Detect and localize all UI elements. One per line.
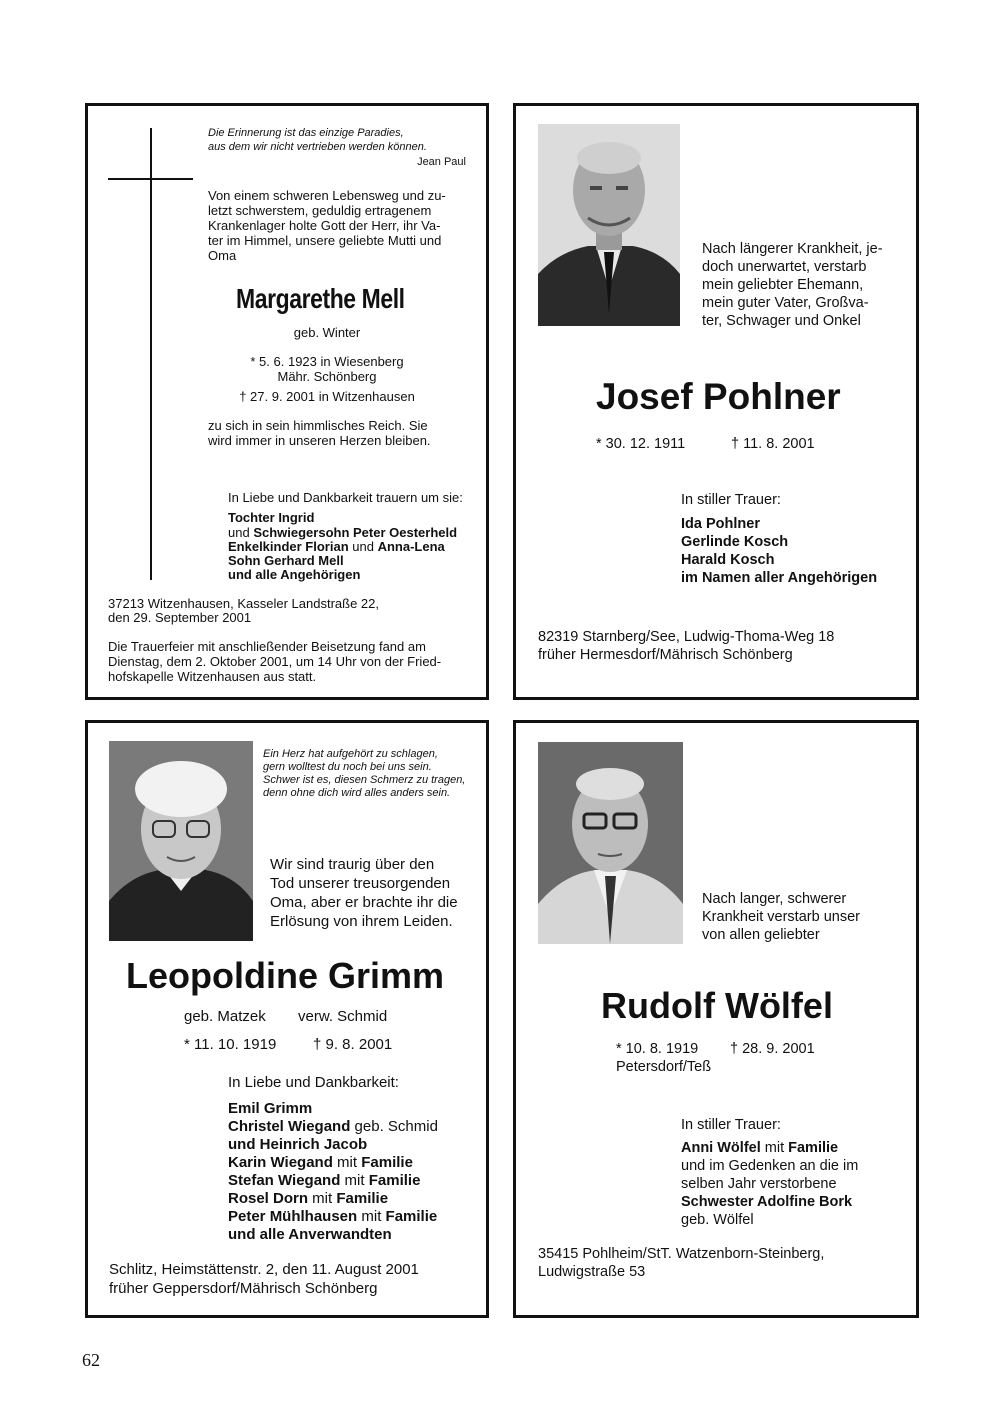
birth-place: Petersdorf/Teß (616, 1059, 712, 1075)
birth-name: geb. Matzek (184, 1008, 266, 1025)
page-number: 62 (82, 1350, 100, 1370)
former-address: früher Hermesdorf/Mährisch Schönberg (538, 647, 793, 663)
intro-line: ter, Schwager und Onkel (702, 313, 861, 329)
quote-line: gern wolltest du noch bei uns sein. (263, 761, 432, 773)
mourner: Anni Wölfel mit Familie (681, 1140, 839, 1156)
death-date: † 28. 9. 2001 (730, 1041, 815, 1057)
portrait-photo (109, 741, 253, 941)
intro-line: Tod unserer treusorgenden (270, 875, 451, 892)
intro-line: Von einem schweren Lebensweg und zu- (208, 188, 446, 203)
mourner: Emil Grimm (228, 1100, 313, 1117)
mourner: und alle Angehörigen (228, 567, 361, 582)
birth-date: * 5. 6. 1923 in Wiesenberg (250, 354, 404, 369)
mourner: Enkelkinder Florian und Anna-Lena (228, 539, 445, 554)
portrait-photo (538, 742, 683, 944)
cross-bar (108, 178, 193, 180)
intro-line: Oma (208, 248, 237, 263)
mourner: Schwester Adolfine Bork (681, 1194, 853, 1210)
intro-line: Krankheit verstarb unser (702, 909, 860, 925)
birth-date: * 11. 10. 1919 (184, 1036, 277, 1053)
quote-line: Schwer ist es, diesen Schmerz zu tragen, (263, 774, 466, 786)
mourner: Karin Wiegand mit Familie (228, 1154, 413, 1171)
mourners-intro: In Liebe und Dankbarkeit: (228, 1074, 399, 1091)
quote-line: aus dem wir nicht vertrieben werden können. (208, 141, 427, 153)
birth-date: * 30. 12. 1911 (596, 436, 686, 452)
quote-author: Jean Paul (417, 156, 466, 168)
address: Schlitz, Heimstättenstr. 2, den 11. August 2001 (109, 1261, 419, 1278)
birth-date: * 10. 8. 1919 (616, 1041, 699, 1057)
mourner: Peter Mühlhausen mit Familie (228, 1208, 438, 1225)
mourner: Rosel Dorn mit Familie (228, 1190, 389, 1207)
mourner: Sohn Gerhard Mell (228, 553, 344, 568)
mourner: Harald Kosch (681, 552, 775, 568)
mourner: und Schwiegersohn Peter Oesterheld (228, 525, 458, 540)
mourner: Tochter Ingrid (228, 510, 315, 525)
mourners-intro: In stiller Trauer: (681, 1117, 781, 1133)
mourner: im Namen aller Angehörigen (681, 570, 878, 586)
mourner: Christel Wiegand geb. Schmid (228, 1118, 438, 1135)
obituary-grimm (85, 720, 489, 1318)
funeral-line: hofskapelle Witzenhausen aus statt. (108, 669, 317, 684)
quote-line: denn ohne dich wird alles anders sein. (263, 787, 451, 799)
obituary-woelfel (513, 720, 919, 1318)
intro-line: Krankenlager holte Gott der Herr, ihr Va- (208, 218, 441, 233)
mourner: Ida Pohlner (681, 516, 760, 532)
quote-line: Die Erinnerung ist das einzige Paradies, (208, 127, 404, 139)
mourner: und alle Anverwandten (228, 1226, 392, 1243)
death-date: † 9. 8. 2001 (313, 1036, 393, 1053)
closing-line: zu sich in sein himmlisches Reich. Sie (208, 418, 428, 433)
mourners-intro: In stiller Trauer: (681, 492, 781, 508)
intro-line: Nach längerer Krankheit, je- (702, 241, 883, 257)
intro-line: letzt schwerstem, geduldig ertragenem (208, 203, 432, 218)
intro-line: von allen geliebter (702, 927, 820, 943)
quote-line: Ein Herz hat aufgehört zu schlagen, (263, 748, 438, 760)
mourners-intro: In Liebe und Dankbarkeit trauern um sie: (228, 490, 463, 505)
address: 82319 Starnberg/See, Ludwig-Thoma-Weg 18 (538, 629, 835, 645)
mourner: und im Gedenken an die im (681, 1158, 859, 1174)
funeral-line: Dienstag, dem 2. Oktober 2001, um 14 Uhr von der Fried- (108, 654, 442, 669)
birth-place: Mähr. Schönberg (277, 369, 377, 384)
intro-line: ter im Himmel, unsere geliebte Mutti und (208, 233, 442, 248)
intro-line: Nach langer, schwerer (702, 891, 847, 907)
widowed-name: verw. Schmid (298, 1008, 388, 1025)
funeral-line: Die Trauerfeier mit anschließender Beisetzung fand am (108, 639, 426, 654)
intro-line: Wir sind traurig über den (270, 856, 435, 873)
address: 35415 Pohlheim/StT. Watzenborn-Steinberg, (538, 1246, 825, 1262)
former-address: früher Geppersdorf/Mährisch Schönberg (109, 1280, 378, 1297)
intro-line: Erlösung von ihrem Leiden. (270, 913, 453, 930)
intro-line: doch unerwartet, verstarb (702, 259, 867, 275)
deceased-name: Margarethe Mell (236, 283, 405, 314)
portrait-photo (538, 124, 680, 326)
closing-line: wird immer in unseren Herzen bleiben. (208, 433, 431, 448)
mourner: Stefan Wiegand mit Familie (228, 1172, 421, 1189)
deceased-name: Rudolf Wölfel (601, 985, 833, 1026)
deceased-name: Leopoldine Grimm (126, 955, 445, 996)
address-street: Ludwigstraße 53 (538, 1264, 646, 1280)
intro-line: mein guter Vater, Großva- (702, 295, 869, 311)
address-date: den 29. September 2001 (108, 610, 252, 625)
intro-line: mein geliebter Ehemann, (702, 277, 864, 293)
death-date: † 27. 9. 2001 in Witzenhausen (239, 389, 415, 404)
mourner: und Heinrich Jacob (228, 1136, 368, 1153)
obituary-mell (85, 103, 489, 700)
birth-name: geb. Winter (293, 325, 361, 340)
address: 37213 Witzenhausen, Kasseler Landstraße 22, (108, 596, 380, 611)
mourner: Gerlinde Kosch (681, 534, 789, 550)
deceased-name: Josef Pohlner (596, 376, 841, 417)
obituary-pohlner (513, 103, 919, 700)
intro-line: Oma, aber er brachte ihr die (270, 894, 458, 911)
mourner: geb. Wölfel (681, 1212, 754, 1228)
death-date: † 11. 8. 2001 (731, 436, 815, 452)
mourner: selben Jahr verstorbene (681, 1176, 837, 1192)
